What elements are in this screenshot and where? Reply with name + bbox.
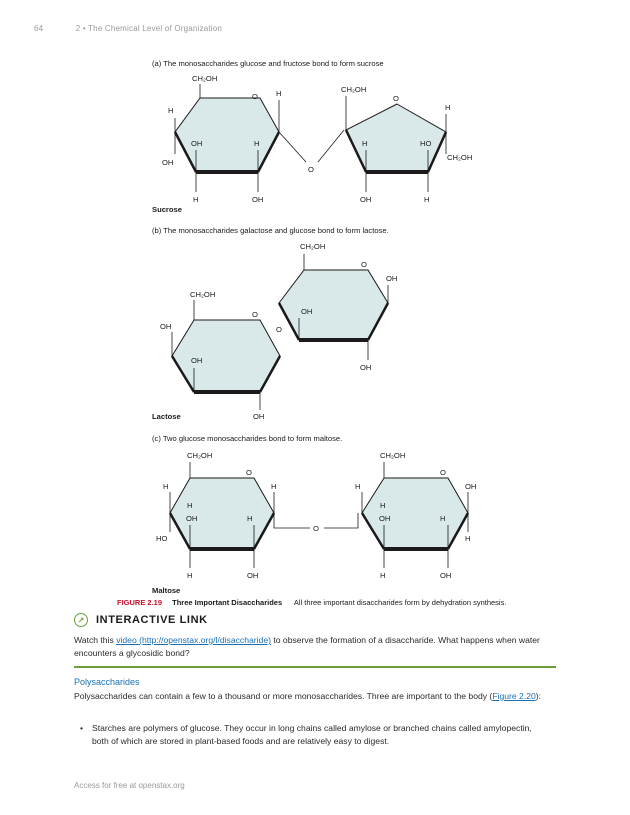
interactive-link-text-before: Watch this <box>74 635 117 645</box>
label: H <box>254 139 260 148</box>
panel-c-heading: (c) Two glucose monosaccharides bond to form maltose. <box>152 434 343 443</box>
label: OH <box>191 356 203 365</box>
label: H <box>163 482 169 491</box>
label: OH <box>386 274 398 283</box>
figure-caption-text: All three important disaccharides form by dehydration synthesis. <box>293 598 507 607</box>
label: H <box>445 103 451 112</box>
interactive-link-text-after: to observe the formation of a disaccharide. What happens when water encounters a glycosidic bond? <box>74 635 540 658</box>
panel-a-heading: (a) The monosaccharides glucose and fructose bond to form sucrose <box>152 59 384 68</box>
label: H <box>440 514 446 523</box>
label: CH₂OH <box>447 153 473 162</box>
paragraph-text-after: ): <box>535 691 542 701</box>
label: H <box>424 195 430 204</box>
label: O <box>246 468 252 477</box>
label: H <box>465 534 471 543</box>
label: H <box>362 139 368 148</box>
lactose-galactose-ring <box>172 300 280 410</box>
label: H <box>355 482 361 491</box>
link-icon: ↗ <box>74 613 88 627</box>
figure-title: Three Important Disaccharides <box>172 598 283 607</box>
label: OH <box>186 514 198 523</box>
label: OH <box>191 139 203 148</box>
label: OH <box>465 482 477 491</box>
label: CH₂OH <box>300 242 326 251</box>
label: O <box>252 310 258 319</box>
panel-a-name: Sucrose <box>152 205 182 214</box>
label: H <box>187 501 193 510</box>
label: OH <box>440 571 452 580</box>
panel-b-heading: (b) The monosaccharides galactose and glucose bond to form lactose. <box>152 226 389 235</box>
label: CH₂OH <box>187 451 213 460</box>
section-paragraph <box>74 690 556 703</box>
lactose-glucose-ring <box>279 254 388 360</box>
list-item <box>80 722 550 748</box>
video-link[interactable]: video (http://openstax.org/l/disaccharide) <box>116 635 271 645</box>
interactive-link-text <box>74 634 554 660</box>
label: H <box>247 514 253 523</box>
label: H <box>168 106 174 115</box>
page-number: 64 <box>34 24 44 33</box>
label: HO <box>420 139 432 148</box>
maltose-left-ring <box>170 462 361 568</box>
label: OH <box>160 322 172 331</box>
label: CH₂OH <box>192 74 218 83</box>
label: OH <box>162 158 174 167</box>
label: CH₂OH <box>341 85 367 94</box>
label: O <box>361 260 367 269</box>
label: HO <box>156 534 168 543</box>
panel-b-name: Lactose <box>152 412 181 421</box>
label: OH <box>360 195 372 204</box>
label: OH <box>301 307 313 316</box>
label: H <box>380 571 386 580</box>
bullet-icon: • <box>80 723 84 733</box>
label: CH₂OH <box>380 451 406 460</box>
paragraph-text-before: Polysaccharides can contain a few to a thousand or more monosaccharides. Three are important to the body ( <box>74 691 493 701</box>
sucrose-glucose-ring <box>175 84 344 192</box>
label: OH <box>253 412 265 421</box>
label: H <box>380 501 386 510</box>
label: H <box>187 571 193 580</box>
page-footer: Access for free at openstax.org <box>74 781 185 790</box>
section-title: Polysaccharides <box>74 677 140 687</box>
label: O <box>440 468 446 477</box>
label: OH <box>360 363 372 372</box>
figure-caption <box>117 598 506 607</box>
label: H <box>276 89 282 98</box>
label: O <box>393 94 399 103</box>
label: O <box>313 524 319 533</box>
figure-link[interactable]: Figure 2.20 <box>492 691 536 701</box>
section-divider <box>74 666 556 668</box>
interactive-link-title: INTERACTIVE LINK <box>96 614 208 626</box>
panel-c-name: Maltose <box>152 586 181 595</box>
label: OH <box>379 514 391 523</box>
chapter-title: 2 • The Chemical Level of Organization <box>75 24 223 33</box>
label: O <box>252 92 258 101</box>
label: OH <box>252 195 264 204</box>
label: O <box>276 325 282 334</box>
label: H <box>271 482 277 491</box>
label: OH <box>247 571 259 580</box>
label: O <box>308 165 314 174</box>
list-item-text: Starches are polymers of glucose. They occur in long chains called amylose or branched chains called amylopectin, both of which are stored in plant-based foods and are relatively easy to digest. <box>92 723 532 746</box>
interactive-link-header <box>74 613 208 627</box>
label: CH₂OH <box>190 290 216 299</box>
label: H <box>193 195 199 204</box>
figure-number: FIGURE 2.19 <box>117 598 163 607</box>
